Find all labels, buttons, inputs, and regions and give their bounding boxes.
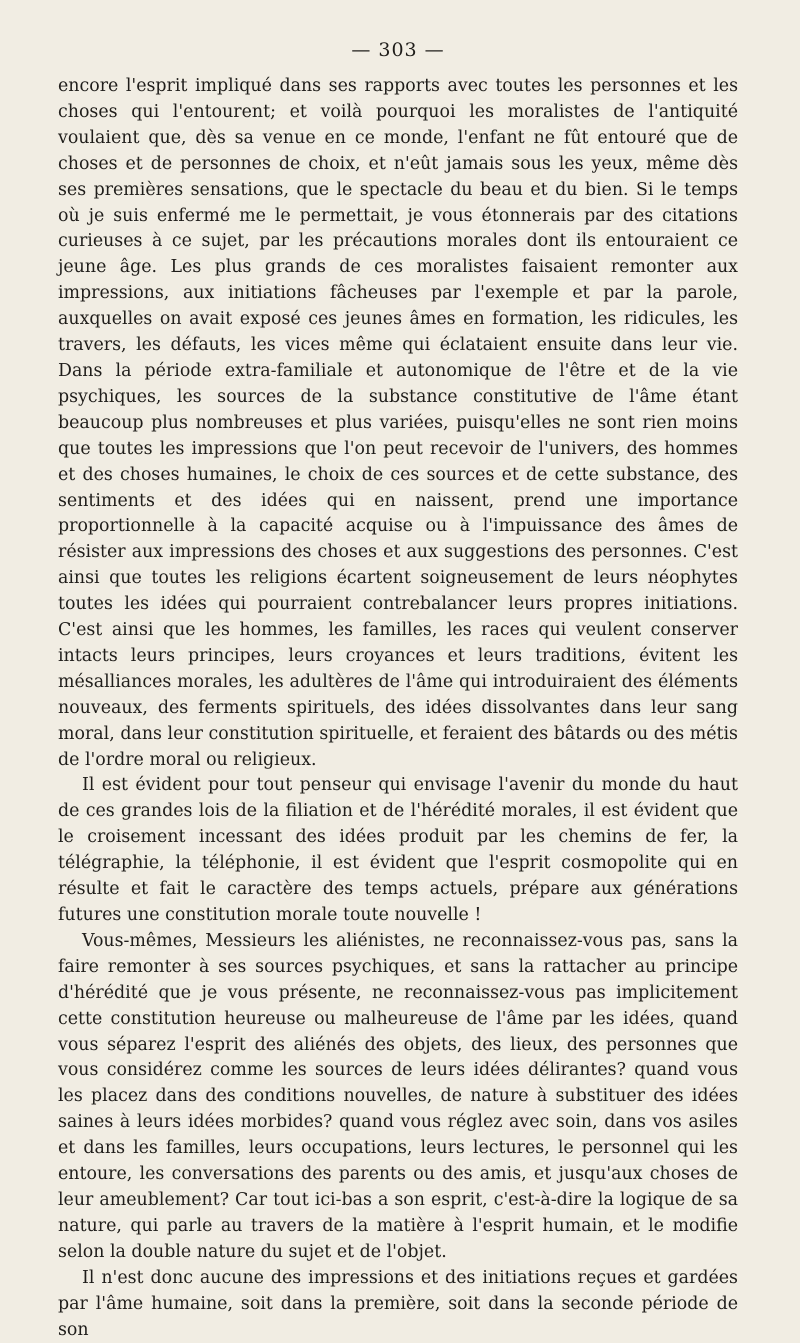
paragraph: Vous-mêmes, Messieurs les aliénistes, ne reconnaissez-vous pas, sans la faire remonter à ses sources psychiques, et sans la rattacher au principe d'hérédité que je vous présente, ne reconnaissez-vous pas implicitement cette constitution heureuse ou malheureuse de l'âme par les idées, quand vous séparez l'esprit des aliénés des objets, des lieux, des personnes que vous considérez comme les sources de leurs idées délirantes? quand vous les placez dans des conditions nouvelles, de nature à substituer des idées saines à leurs idées morbides? quand vous réglez avec soin, dans vos asiles et dans les familles, leurs occupations, leurs lectures, le personnel qui les entoure, les conversations des parents ou des amis, et jusqu'aux choses de leur ameublement? Car tout ici-bas a son esprit, c'est-à-dire la logique de sa nature, qui parle au travers de la matière à l'esprit humain, et le modifie selon la double nature du sujet et de l'objet. [58, 930, 738, 1262]
paragraph-continuation: encore l'esprit impliqué dans ses rapports avec toutes les personnes et les choses qui l'entourent; et voilà pourquoi les moralistes de l'antiquité voulaient que, dès sa venue en ce monde, l'enfant ne fût entouré que de choses et de personnes de choix, et n'eût jamais sous les yeux, même dès ses premières sensations, que le spectacle du beau et du bien. Si le temps où je suis enfermé me le permettait, je vous étonnerais par des citations curieuses à ce sujet, par les précautions morales dont ils entouraient ce jeune âge. Les plus grands de ces moralistes faisaient remonter aux impressions, aux initiations fâcheuses par l'exemple et par la parole, auxquelles on avait exposé ces jeunes âmes en formation, les ridicules, les travers, les défauts, les vices même qui éclataient ensuite dans leur vie. Dans la période extra-familiale et autonomique de l'être et de la vie psychiques, les sources de la substance constitutive de l'âme étant beaucoup plus nombreuses et plus variées, puisqu'elles ne sont rien moins que toutes les impressions que l'on peut recevoir de l'univers, des hommes et des choses humaines, le choix de ces sources et de cette substance, des sentiments et des idées qui en naissent, prend une importance proportionnelle à la capacité acquise ou à l'impuissance des âmes de résister aux impressions des choses et aux suggestions des personnes. C'est ainsi que toutes les religions écartent soigneusement de leurs néophytes toutes les idées qui pourraient contrebalancer leurs propres initiations. C'est ainsi que les hommes, les familles, les races qui veulent conserver intacts leurs principes, leurs croyances et leurs traditions, évitent les mésalliances morales, les adultères de l'âme qui introduiraient des éléments nouveaux, des ferments spirituels, des idées dissolvantes dans leur sang moral, dans leur constitution spirituelle, et feraient des bâtards ou des métis de l'ordre moral ou religieux. [58, 76, 738, 770]
paragraph: Il n'est donc aucune des impressions et des initiations reçues et gardées par l'âme humaine, soit dans la première, soit dans la seconde période de son [58, 1267, 738, 1340]
page-number: — 303 — [351, 39, 445, 61]
paragraph: Il est évident pour tout penseur qui envisage l'avenir du monde du haut de ces grandes lois de la filiation et de l'hérédité morales, il est évident que le croisement incessant des idées produit par les chemins de fer, la télégraphie, la téléphonie, il est évident que l'esprit cosmopolite qui en résulte et fait le caractère des temps actuels, prépare aux générations futures une constitution morale toute nouvelle ! [58, 775, 738, 925]
body-text [58, 74, 738, 1343]
